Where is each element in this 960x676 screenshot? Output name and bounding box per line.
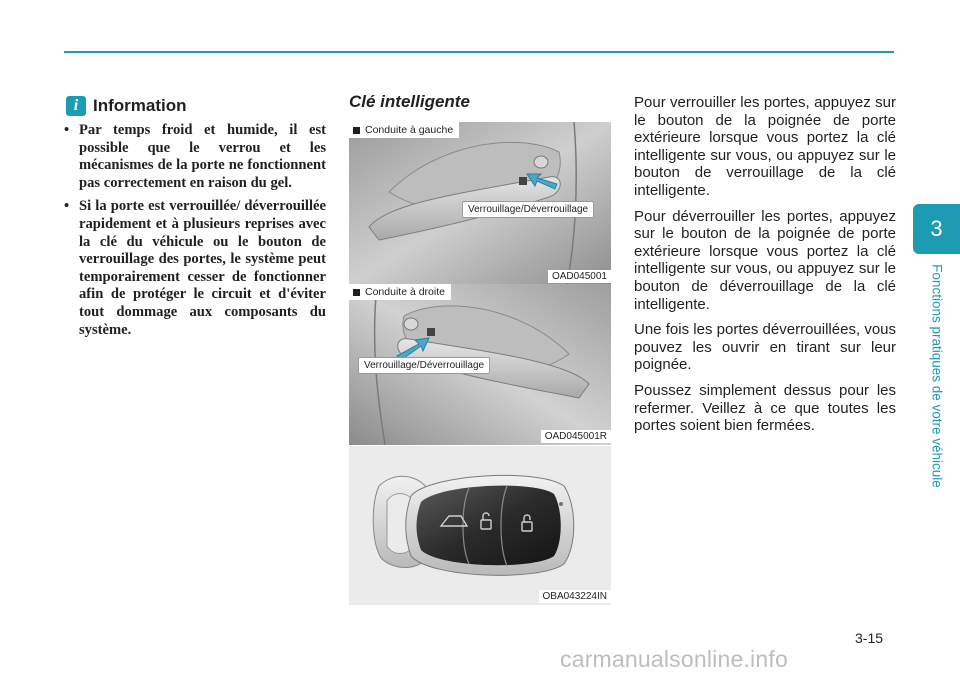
figure-label: Conduite à gauche xyxy=(349,122,459,138)
info-bullet: • Si la porte est verrouillée/ déverrouillée rapidement et à plusieurs reprises avec la clé du véhicule ou le bouton de verrouillage des portes, le système peut temporairement cesser de fonctionner afin de protéger le circuit et d'éviter tout dommage aux composants du système. xyxy=(64,198,326,339)
section-title: Clé intelligente xyxy=(349,92,470,111)
chapter-tab: 3 xyxy=(913,204,960,254)
chapter-title: Fonctions pratiques de votre véhicule xyxy=(929,264,945,488)
info-list xyxy=(64,122,326,345)
page-number: 3-15 xyxy=(855,630,884,646)
figure-left-drive-handle xyxy=(349,122,611,284)
callout-lock-unlock: Verrouillage/Déverrouillage xyxy=(462,201,594,218)
info-icon: i xyxy=(66,96,86,116)
paragraph: Poussez simplement dessus pour les refermer. Veillez à ce que toutes les portes soient bien fermées. xyxy=(634,381,896,435)
figure-label: Conduite à droite xyxy=(349,284,451,300)
paragraph: Une fois les portes déverrouillées, vous pouvez les ouvrir en tirant sur leur poignée. xyxy=(634,321,896,374)
info-bullet: • Par temps froid et humide, il est possible que le verrou et les mécanismes de la porte ne fonctionnent pas correctement en raison du gel. xyxy=(64,122,326,192)
figure-code: OBA043224IN xyxy=(539,590,612,603)
figure-code: OAD045001R xyxy=(541,430,611,443)
watermark: carmanualsonline.info xyxy=(560,646,788,672)
smart-key-illustration xyxy=(349,446,611,605)
paragraph: Pour verrouiller les portes, appuyez sur le bouton de la poignée de porte extérieure lorsque vous portez la clé intelligente sur vous, ou appuyez sur le bouton de verrouillage de la clé intelligente. xyxy=(634,94,896,199)
top-rule xyxy=(64,51,894,53)
figure-right-drive-handle xyxy=(349,284,611,445)
figure-smart-key xyxy=(349,446,611,605)
info-header xyxy=(66,95,187,117)
body-text xyxy=(634,94,896,443)
figure-code: OAD045001 xyxy=(548,270,611,283)
callout-lock-unlock: Verrouillage/Déverrouillage xyxy=(358,357,490,374)
info-title: Information xyxy=(93,96,187,115)
paragraph: Pour déverrouiller les portes, appuyez sur le bouton de la poignée de porte extérieure lorsque vous portez la clé intelligente sur vous, ou appuyez sur le bouton de déverrouillage de la clé intelligente. xyxy=(634,207,896,313)
